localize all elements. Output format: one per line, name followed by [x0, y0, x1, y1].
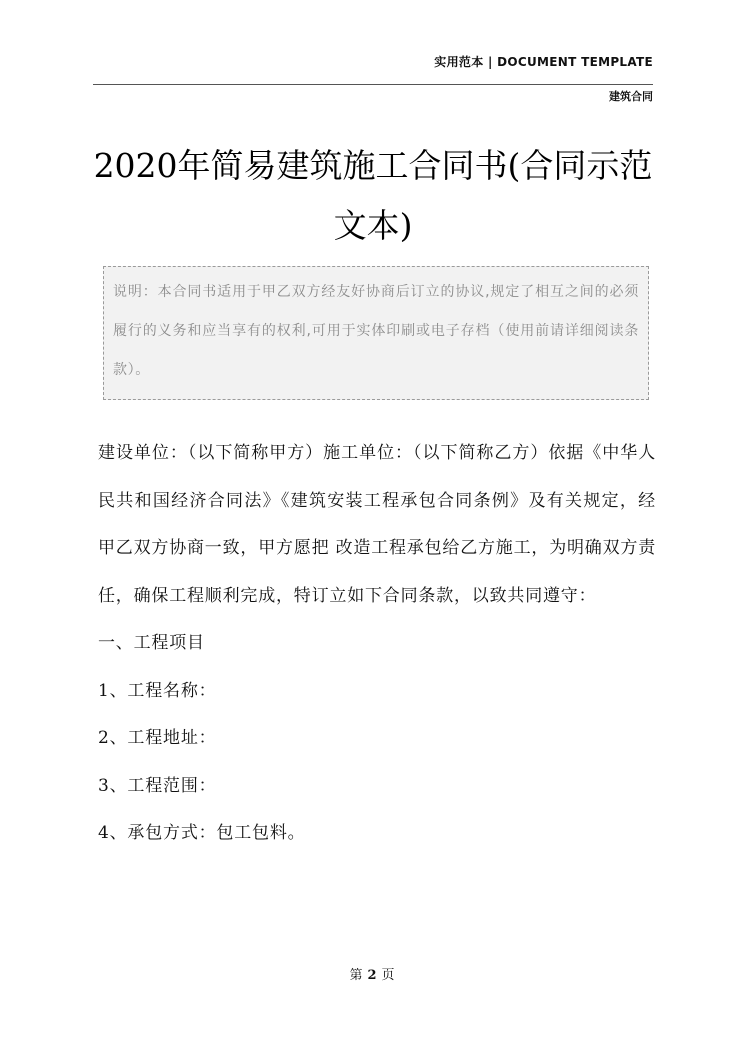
list-item: 1、工程名称：: [98, 680, 217, 701]
contract-body: [98, 430, 656, 858]
list-item: 2、工程地址：: [98, 728, 217, 748]
notice-box: 说明：本合同书适用于甲乙双方经友好协商后订立的协议,规定了相互之间的必须履行的义务和应当享有的权利,可用于实体印刷或电子存档（使用前请详细阅读条款）。: [103, 266, 649, 400]
header-label: 实用范本 | DOCUMENT TEMPLATE: [434, 55, 653, 69]
intro-paragraph: 建设单位：（以下简称甲方）施工单位：（以下简称乙方）依据《中华人民共和国经济合同法》《建筑安装工程承包合同条例》及有关规定，经甲乙双方协商一致，甲方愿把 改造工程承包给乙方施工，为明确双方责任，确保工程顺利完成，特订立如下合同条款，以致共同遵守：: [98, 443, 657, 606]
footer-prefix: 第: [349, 968, 363, 983]
header-divider: [93, 84, 653, 85]
document-title: 2020年简易建筑施工合同书(合同示范文本): [93, 146, 653, 245]
header-category: 建筑合同: [609, 90, 653, 103]
page-footer: [0, 964, 744, 983]
page-number: 2: [367, 968, 377, 983]
list-item: 3、工程范围：: [98, 775, 217, 796]
list-item: 4、承包方式：包工包料。: [98, 823, 306, 843]
footer-suffix: 页: [381, 968, 395, 983]
section-heading: 一、工程项目: [98, 633, 205, 653]
